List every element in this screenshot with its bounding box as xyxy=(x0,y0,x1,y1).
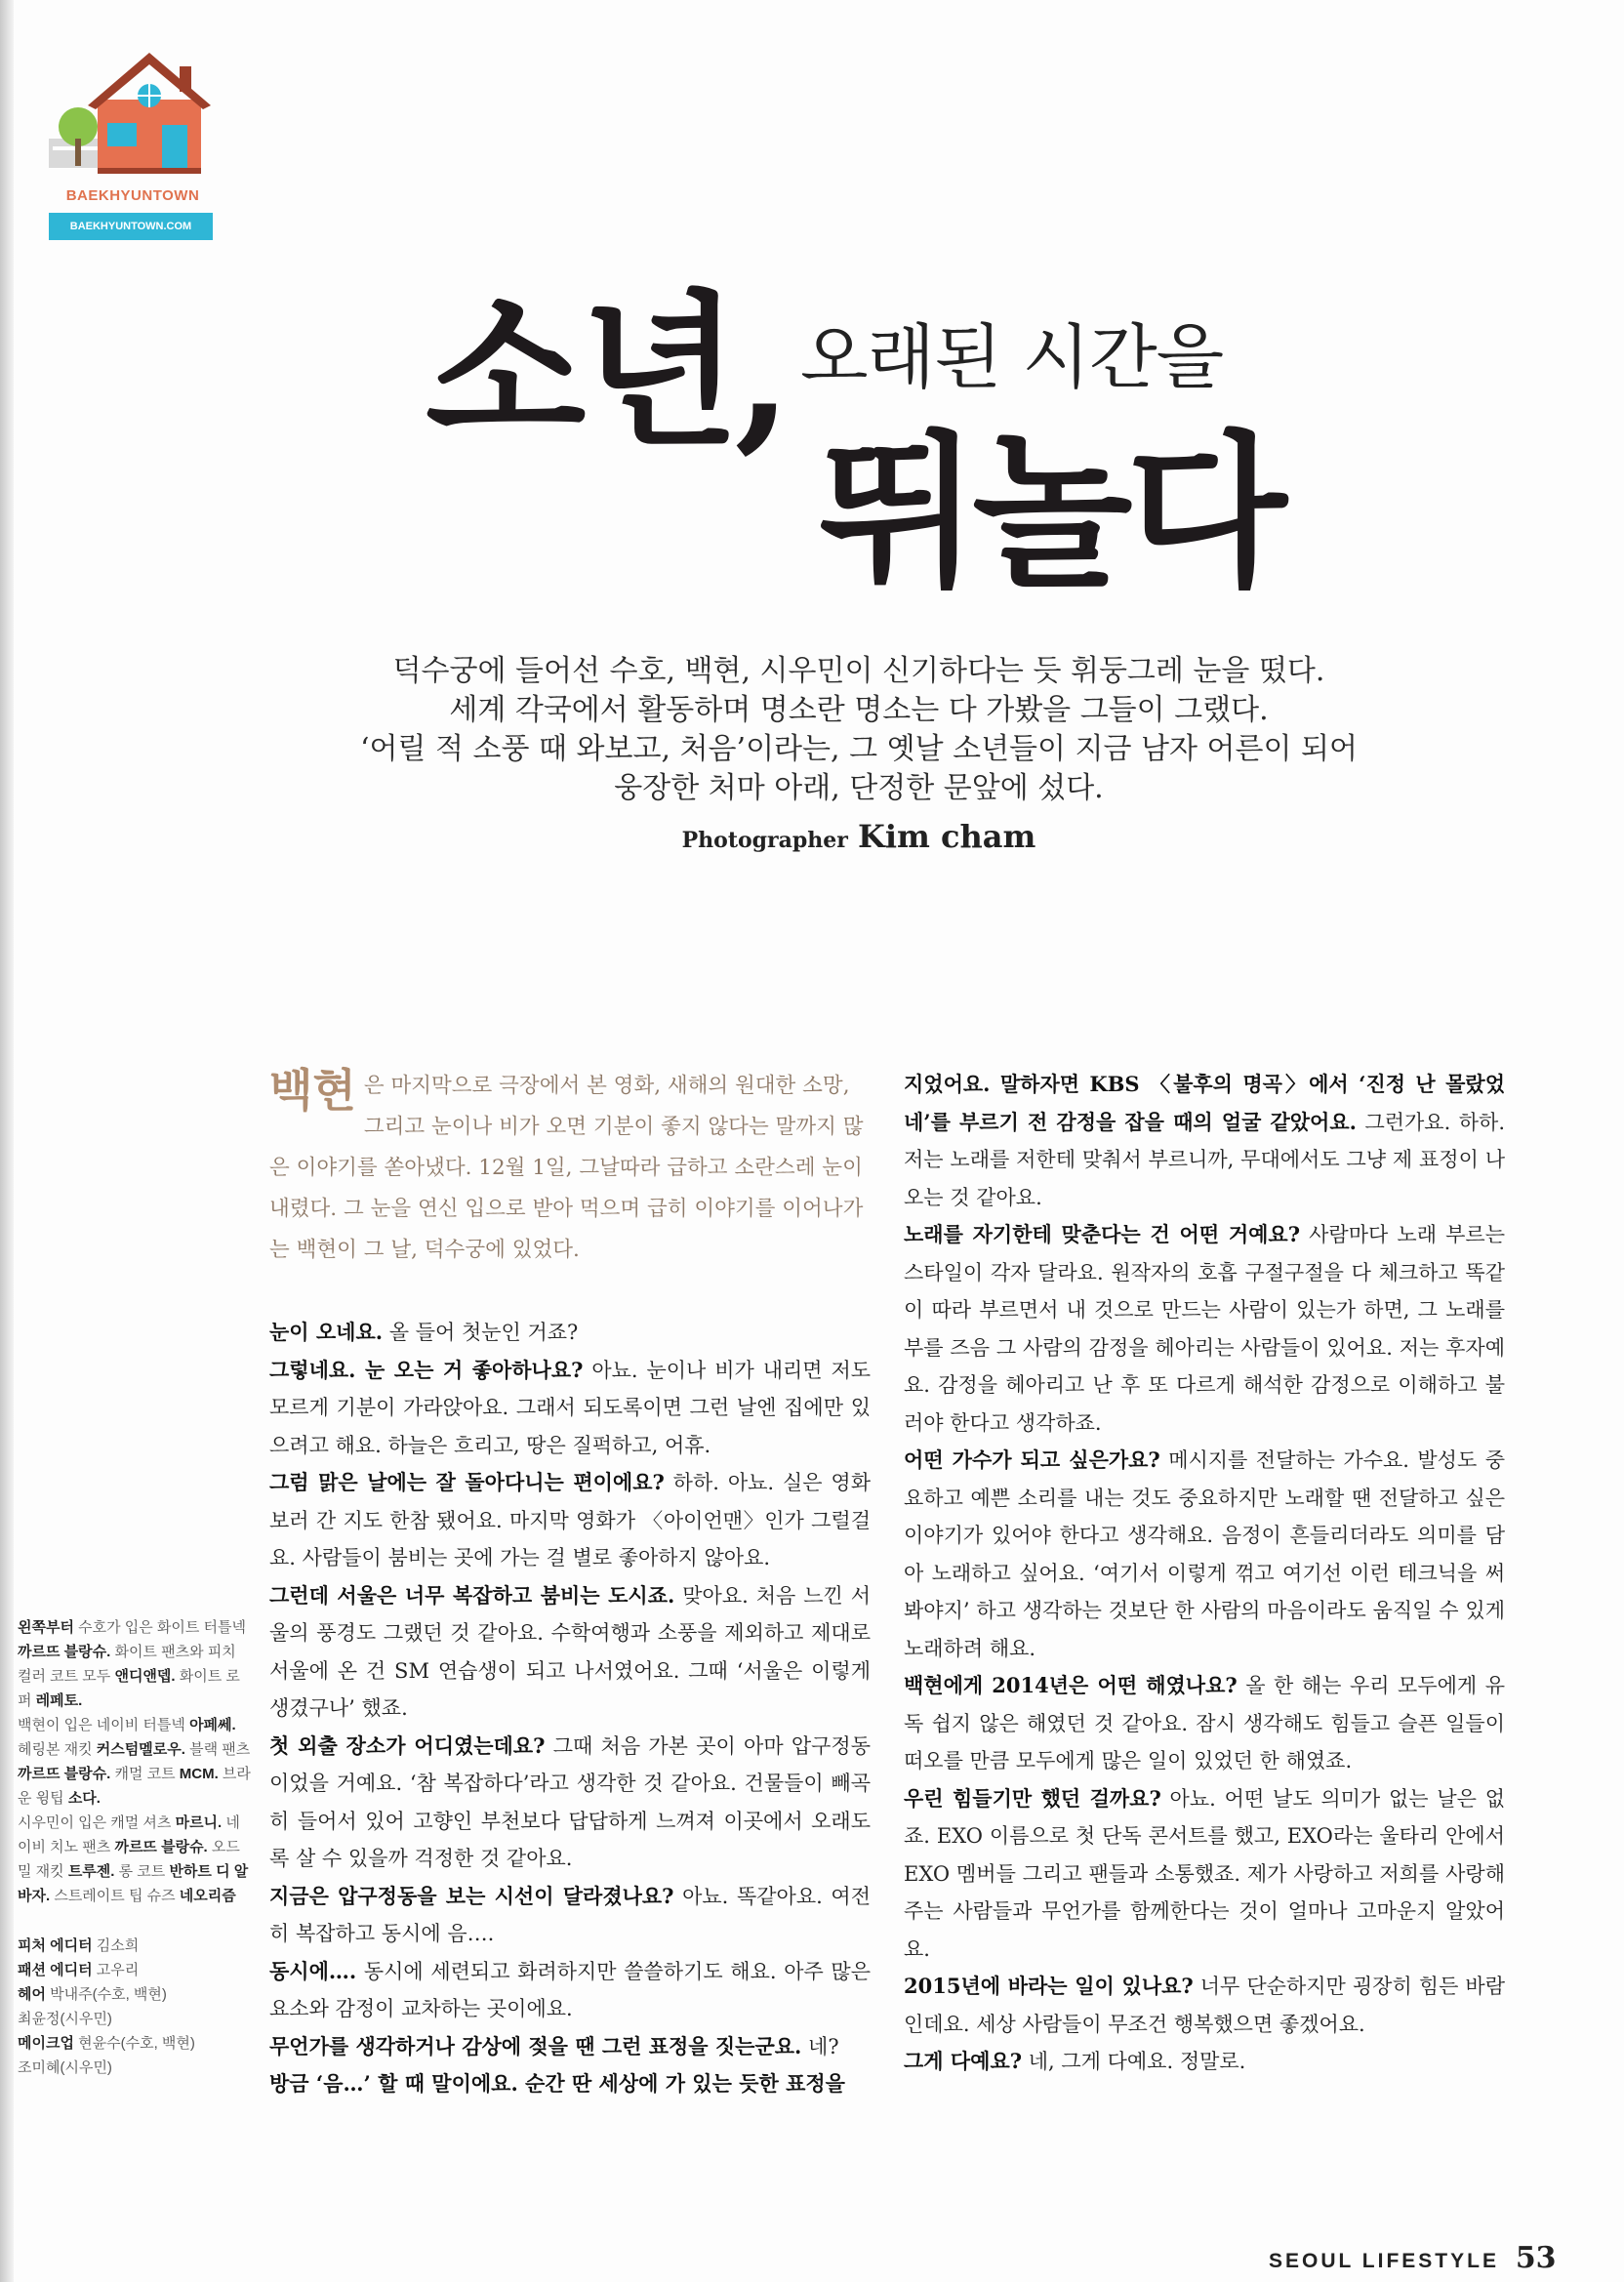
styling-credits-sidebar xyxy=(18,1615,252,2080)
staff-credits xyxy=(18,1934,252,2080)
item-description: 블랙 팬츠 xyxy=(184,1741,251,1758)
item-description: 오드밀 재킷 xyxy=(18,1839,240,1880)
intro-line: 웅장한 처마 아래, 단정한 문앞에 섰다. xyxy=(614,771,1104,805)
brand-name: 까르뜨 블랑슈. xyxy=(18,1644,111,1660)
staff-credit xyxy=(18,2007,252,2031)
staff-credit xyxy=(18,1958,252,1982)
question: 2015년에 바라는 일이 있나요? xyxy=(904,1974,1194,1998)
house-icon xyxy=(47,45,219,187)
staff-role: 패션 에디터 xyxy=(18,1962,93,1978)
answer: 동시에 세련되고 화려하지만 쓸쓸하기도 해요. 아주 많은 요소와 감정이 교차하는 곳이에요. xyxy=(269,1959,871,2020)
answer: 맞아요. 처음 느낀 서울의 풍경도 그랬던 것 같아요. 수학여행과 소풍을 제외하고 제대로 서울에 온 건 SM 연습생이 되고 나서였어요. 그때 ‘서울은 이렇게 생겼구나’ 했죠. xyxy=(269,1583,872,1720)
staff-credit xyxy=(18,1982,252,2007)
answer: 네? xyxy=(801,2034,839,2058)
title-old-time: 오래된 시간을 xyxy=(800,316,1224,398)
styling-credit xyxy=(18,1811,252,1908)
qa-paragraph xyxy=(904,1066,1505,1216)
lead-text: 은 마지막으로 극장에서 본 영화, 새해의 원대한 소망, 그리고 눈이나 비가 오면 기분이 좋지 않다는 말까지 많은 이야기를 쏟아냈다. 12월 1일, 그날따라 급하고 소란스레 눈이 내렸다. 그 눈을 연신 입으로 받아 먹으며 급히 이야기를 이어나가는 백현이 그 날, 덕수궁에 있었다. xyxy=(269,1074,864,1262)
magazine-name: SEOUL LIFESTYLE xyxy=(1269,2250,1499,2272)
brand-name: 반하트 디 알바자. xyxy=(18,1863,249,1904)
brand-name: 레페토. xyxy=(35,1692,83,1709)
intro-line: ‘어릴 적 소풍 때 와보고, 처음’이라는, 그 옛날 소년들이 지금 남자 어른이 되어 xyxy=(360,732,1358,766)
question: 동시에…. xyxy=(269,1958,357,1983)
title-play: 뛰놀다 xyxy=(818,415,1281,610)
item-description: 시우민이 입은 캐멀 셔츠 xyxy=(18,1814,176,1831)
question: 노래를 자기한테 맞춘다는 건 어떤 거예요? xyxy=(904,1222,1301,1246)
question: 그게 다예요? xyxy=(904,2049,1023,2073)
question: 그런데 서울은 너무 복잡하고 붐비는 도시죠. xyxy=(269,1582,675,1608)
staff-credit xyxy=(18,1934,252,1958)
qa-paragraph xyxy=(269,1577,871,1728)
qa-paragraph xyxy=(269,1314,871,1352)
qa-paragraph xyxy=(269,1352,871,1465)
answer: 올 한 해는 우리 모두에게 유독 쉽지 않은 해였던 것 같아요. 잠시 생각해도 힘들고 슬픈 일들이 떠오를 만큼 모두에게 많은 일이 있었던 한 해였죠. xyxy=(904,1674,1505,1773)
question: 우린 힘들기만 했던 걸까요? xyxy=(904,1785,1161,1811)
answer: 그때 처음 가본 곳이 아마 압구정동이었을 거예요. ‘참 복잡하다’라고 생각한 것 같아요. 건물들이 빼곡히 들어서 있어 고향인 부천보다 답답하게 느껴져 이곳에서 오래도록 살 수 있을까 걱정한 것 같아요. xyxy=(269,1733,872,1870)
answer: 하하. 아뇨. 실은 영화 보러 간 지도 한참 됐어요. 마지막 영화가 〈아이언맨〉인가 그럴걸요. 사람들이 붐비는 곳에 가는 걸 별로 좋아하지 않아요. xyxy=(269,1471,871,1569)
qa-paragraph xyxy=(269,2065,871,2103)
brand-name: 왼쪽부터 xyxy=(18,1619,74,1636)
question: 그럼 맑은 날에는 잘 돌아다니는 편이에요? xyxy=(269,1470,665,1494)
logo-url: BAEKHYUNTOWN.COM xyxy=(49,213,213,240)
question: 눈이 오네요. xyxy=(269,1320,384,1344)
staff-role: 피처 에디터 xyxy=(18,1937,93,1954)
question: 무언가를 생각하거나 감상에 젖을 땐 그런 표정을 짓는군요. xyxy=(269,2033,802,2058)
question: 지금은 압구정동을 보는 시선이 달라졌나요? xyxy=(269,1883,674,1908)
credit-name: Kim cham xyxy=(858,818,1036,855)
intro-line: 세계 각국에서 활동하며 명소란 명소는 다 가봤을 그들이 그랬다. xyxy=(449,693,1269,727)
answer: 네, 그게 다예요. 정말로. xyxy=(1022,2050,1246,2073)
qa-paragraph xyxy=(904,2043,1505,2081)
answer: 아뇨. 눈이나 비가 내리면 저도 모르게 기분이 가라앉아요. 그래서 되도록이면 그런 날엔 집에만 있으려고 해요. 하늘은 흐리고, 땅은 질퍽하고, 어휴. xyxy=(269,1358,872,1457)
qa-paragraph xyxy=(269,1728,871,1878)
answer: 아뇨. 어떤 날도 의미가 없는 날은 없죠. EXO 이름으로 첫 단독 콘서트를 했고, EXO라는 울타리 안에서 EXO 멤버들 그리고 팬들과 소통했죠. 제가 사랑하고 저희를 사랑해주는 사람들과 무언가를 함께한다는 것이 얼마나 고마운지 알았어요. xyxy=(904,1786,1505,1961)
staff-name: 현윤수(수호, 백현) xyxy=(73,2035,195,2052)
qa-paragraph xyxy=(269,1878,871,1953)
left-interview-column xyxy=(269,1314,871,2103)
styling-credit xyxy=(18,1713,252,1811)
brand-name: 커스텀멜로우. xyxy=(96,1741,185,1758)
brand-name: 까르뜨 블랑슈. xyxy=(18,1766,111,1782)
intro-line: 덕수궁에 들어선 수호, 백현, 시우민이 신기하다는 듯 휘둥그레 눈을 떴다. xyxy=(392,654,1325,688)
qa-paragraph xyxy=(269,1464,871,1577)
item-description: 롱 코트 xyxy=(114,1863,170,1880)
lead-paragraph xyxy=(269,1066,871,1271)
item-description: 네이비 치노 팬츠 xyxy=(18,1814,240,1855)
styling-credit xyxy=(18,1615,252,1713)
brand-name: 마르니. xyxy=(175,1814,223,1831)
brand-name: MCM. xyxy=(179,1766,219,1782)
answer: 너무 단순하지만 굉장히 힘든 바람인데요. 세상 사람들이 무조건 행복했으면 좋겠어요. xyxy=(904,1975,1505,2036)
item-description: 백현이 입은 네이비 터틀넥 xyxy=(18,1717,190,1733)
item-description: 헤링본 재킷 xyxy=(18,1741,97,1758)
brand-name: 네오리즘 xyxy=(179,1888,236,1904)
question: 첫 외출 장소가 어디였는데요? xyxy=(269,1732,546,1758)
right-interview-column xyxy=(904,1066,1505,2081)
question: 지었어요. 말하자면 KBS 〈불후의 명곡〉에서 ‘진정 난 몰랐었네’를 부르기 전 감정을 잡을 때의 얼굴 같았어요. xyxy=(904,1072,1505,1134)
question: 백현에게 2014년은 어떤 해였나요? xyxy=(904,1673,1238,1697)
item-description: 캐멀 코트 xyxy=(110,1766,180,1782)
brand-name: 소다. xyxy=(67,1790,101,1807)
page-footer xyxy=(1269,2241,1557,2275)
staff-credit xyxy=(18,2056,252,2080)
brand-name: 아페쎄. xyxy=(189,1717,236,1733)
staff-name: 최윤정(시우민) xyxy=(18,2011,112,2027)
styling-credits xyxy=(18,1615,252,1908)
staff-name: 김소희 xyxy=(92,1937,140,1954)
page-edge-shadow xyxy=(0,0,14,2282)
question: 그렇네요. 눈 오는 거 좋아하나요? xyxy=(269,1357,584,1382)
answer: 올 들어 첫눈인 거죠? xyxy=(383,1321,579,1344)
staff-name: 고우리 xyxy=(92,1962,140,1978)
page-number: 53 xyxy=(1515,2241,1557,2275)
item-description: 브라운 윙팁 xyxy=(18,1766,251,1807)
baekhyuntown-logo xyxy=(47,45,219,246)
staff-name: 박내주(수호, 백현) xyxy=(45,1986,167,2003)
qa-paragraph xyxy=(904,1442,1505,1667)
brand-name: 앤디앤뎁. xyxy=(114,1668,176,1685)
qa-paragraph xyxy=(269,1953,871,2028)
staff-role: 헤어 xyxy=(18,1986,46,2003)
brand-name: 까르뜨 블랑슈. xyxy=(114,1839,208,1855)
qa-paragraph xyxy=(904,1667,1505,1780)
item-description: 스트레이트 팁 슈즈 xyxy=(50,1888,180,1904)
answer: 사람마다 노래 부르는 스타일이 각자 달라요. 원작자의 호흡 구절구절을 다 체크하고 똑같이 따라 부르면서 내 것으로 만드는 사람이 있는가 하면, 그 노래를 부를 즈음 그 사람의 감정을 헤아리는 사람들이 있어요. 저는 후자예요. 감정을 헤아리고 난 후 또 다르게 해석한 감정으로 이해하고 불러야 한다고 생각하죠. xyxy=(904,1223,1505,1435)
answer: 아뇨. 똑같아요. 여전히 복잡하고 동시에 음…. xyxy=(269,1884,871,1945)
credit-label: Photographer xyxy=(681,828,848,853)
qa-paragraph xyxy=(904,1968,1505,2043)
intro-paragraph xyxy=(332,652,1386,808)
logo-name: BAEKHYUNTOWN xyxy=(65,187,200,204)
staff-name: 조미혜(시우민) xyxy=(18,2059,112,2076)
answer: 그런가요. 하하. 저는 노래를 저한테 맞춰서 부르니까, 무대에서도 그냥 제 표정이 나오는 것 같아요. xyxy=(904,1110,1506,1209)
qa-paragraph xyxy=(904,1780,1505,1969)
staff-role: 메이크업 xyxy=(18,2035,74,2052)
brand-name: 트루젠. xyxy=(67,1863,115,1880)
question: 어떤 가수가 되고 싶은가요? xyxy=(904,1447,1160,1472)
qa-paragraph xyxy=(904,1216,1505,1442)
item-description: 화이트 로퍼 xyxy=(18,1668,240,1709)
title-boy: 소년, xyxy=(426,274,787,469)
question: 방금 ‘음…’ 할 때 말이에요. 순간 딴 세상에 가 있는 듯한 표정을 xyxy=(269,2071,845,2096)
staff-credit xyxy=(18,2031,252,2056)
answer: 메시지를 전달하는 가수요. 발성도 중요하고 예쁜 소리를 내는 것도 중요하지만 노래할 땐 전달하고 싶은 이야기가 있어야 한다고 생각해요. 음정이 흔들리더라도 의미를 담아 노래하고 싶어요. ‘여기서 이렇게 꺾고 여기선 이런 테크닉을 써봐야지’ 하고 생각하는 것보단 한 사람의 마음이라도 움직일 수 있게 노래하려 해요. xyxy=(904,1448,1505,1660)
item-description: 수호가 입은 화이트 터틀넥 xyxy=(73,1619,247,1636)
qa-paragraph xyxy=(269,2028,871,2066)
lead-initial: 백현 xyxy=(269,1064,356,1117)
photographer-credit xyxy=(332,818,1386,855)
item-description: 화이트 팬츠와 피치 컬러 코트 모두 xyxy=(18,1644,236,1685)
